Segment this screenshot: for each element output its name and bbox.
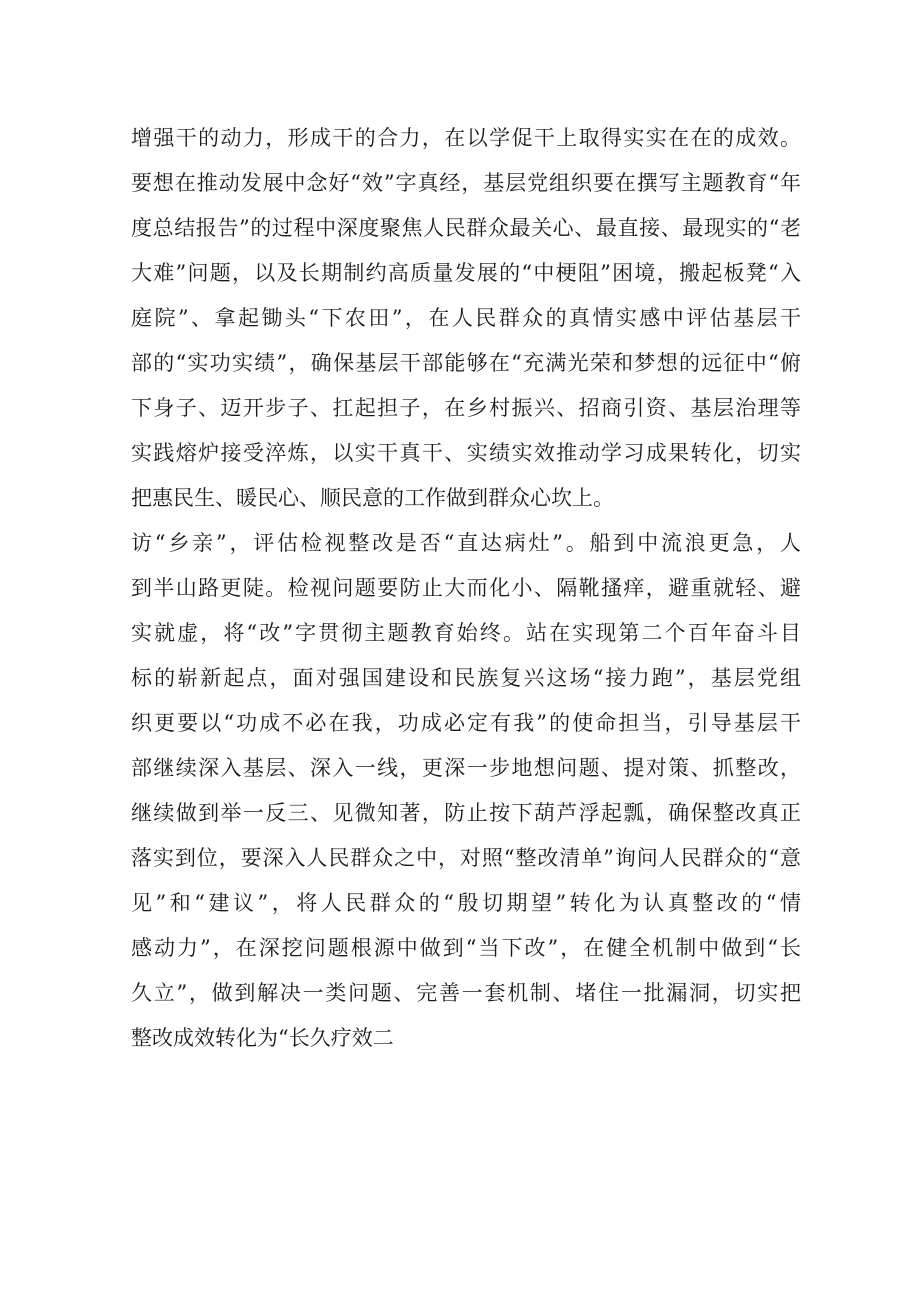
- text-line: 继续做到举一反三、见微知著，防止按下葫芦浮起瓢，确保整改真正: [131, 801, 801, 825]
- text-line: 久立”，做到解决一类问题、完善一套机制、堵住一批漏洞，切实把: [131, 981, 801, 1005]
- text-line: 实就虚，将“改”字贯彻主题教育始终。站在实现第二个百年奋斗目: [131, 621, 801, 645]
- text-line: 庭院”、拿起锄头“下农田”，在人民群众的真情实感中评估基层干: [131, 306, 801, 330]
- text-line: 标的崭新起点，面对强国建设和民族复兴这场“接力跑”，基层党组: [131, 666, 801, 690]
- text-line: 度总结报告”的过程中深度聚焦人民群众最关心、最直接、最现实的“老: [131, 216, 801, 240]
- text-line: 部的“实功实绩”，确保基层干部能够在“充满光荣和梦想的远征中“俯: [131, 351, 801, 375]
- text-line: 大难”问题，以及长期制约高质量发展的“中梗阻”困境，搬起板凳“入: [131, 261, 801, 285]
- text-line: 下身子、迈开步子、扛起担子，在乡村振兴、招商引资、基层治理等: [131, 396, 801, 420]
- text-line: 部继续深入基层、深入一线，更深一步地想问题、提对策、抓整改，: [131, 756, 801, 780]
- text-line: 整改成效转化为“长久疗效二: [131, 1026, 394, 1050]
- text-line: 把惠民生、暖民心、顺民意的工作做到群众心坎上。: [131, 486, 614, 510]
- text-line: 感动力”，在深挖问题根源中做到“当下改”，在健全机制中做到“长: [131, 936, 801, 960]
- text-line: 见”和“建议”，将人民群众的“殷切期望”转化为认真整改的“情: [131, 891, 801, 915]
- text-line: 要想在推动发展中念好“效”字真经，基层党组织要在撰写主题教育“年: [131, 171, 801, 195]
- text-line: 落实到位，要深入人民群众之中，对照“整改清单”询问人民群众的“意: [131, 846, 801, 870]
- text-line: 织更要以“功成不必在我，功成必定有我”的使命担当，引导基层干: [131, 711, 801, 735]
- text-line: 到半山路更陡。检视问题要防止大而化小、隔靴搔痒，避重就轻、避: [131, 576, 801, 600]
- text-line: 实践熔炉接受淬炼，以实干真干、实绩实效推动学习成果转化，切实: [131, 441, 801, 465]
- text-line: 增强干的动力，形成干的合力，在以学促干上取得实实在在的成效。: [131, 126, 801, 150]
- text-line: 访“乡亲”，评估检视整改是否“直达病灶”。船到中流浪更急，人: [131, 531, 801, 555]
